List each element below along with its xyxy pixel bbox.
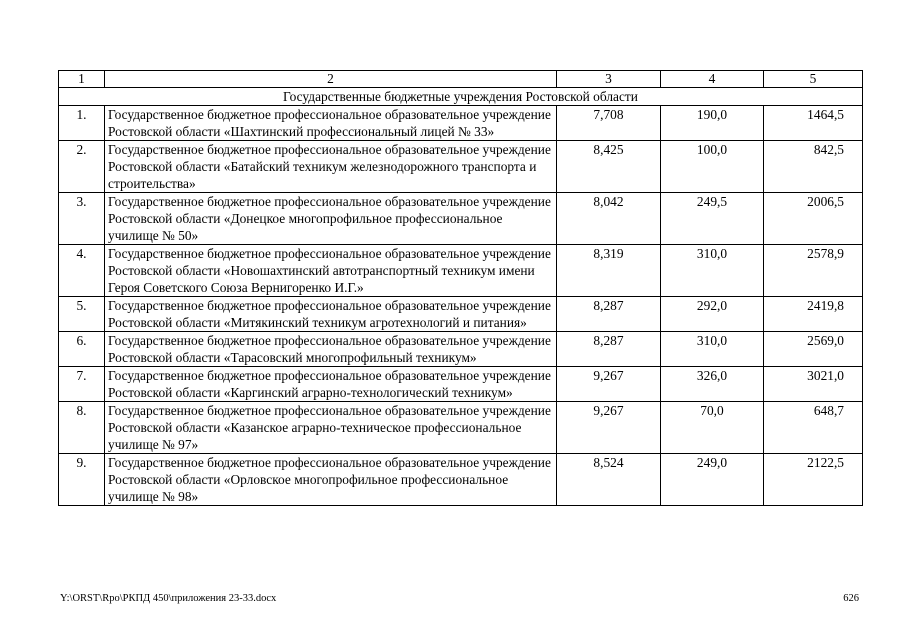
institution-name: Государственное бюджетное профессиональное образовательное учреждение Ростовской области «Шахтинский профессиональный лицей № 33»	[105, 106, 557, 141]
value-col-4: 190,0	[661, 106, 764, 141]
value-col-3: 8,319	[557, 245, 661, 297]
value-col-4: 310,0	[661, 245, 764, 297]
value-col-3: 9,267	[557, 367, 661, 402]
institution-name: Государственное бюджетное профессиональное образовательное учреждение Ростовской области «Каргинский аграрно-технологический техникум»	[105, 367, 557, 402]
value-col-3: 9,267	[557, 402, 661, 454]
value-col-3: 8,287	[557, 332, 661, 367]
header-cell-5: 5	[764, 71, 863, 88]
value-col-4: 310,0	[661, 332, 764, 367]
value-col-5: 2419,8	[764, 297, 863, 332]
header-cell-4: 4	[661, 71, 764, 88]
value-col-4: 249,5	[661, 193, 764, 245]
row-number: 2.	[59, 141, 105, 193]
footer-file-path: Y:\ORST\Rpo\РКПД 450\приложения 23-33.docx	[60, 593, 277, 604]
value-col-5: 3021,0	[764, 367, 863, 402]
institution-name: Государственное бюджетное профессиональное образовательное учреждение Ростовской области «Митякинский техникум агротехнологий и питания»	[105, 297, 557, 332]
table-row	[59, 141, 863, 193]
value-col-5: 648,7	[764, 402, 863, 454]
table-row	[59, 297, 863, 332]
institution-name: Государственное бюджетное профессиональное образовательное учреждение Ростовской области «Батайский техникум железнодорожного транспорта и строительства»	[105, 141, 557, 193]
value-col-3: 8,287	[557, 297, 661, 332]
row-number: 5.	[59, 297, 105, 332]
table-row	[59, 454, 863, 506]
value-col-3: 7,708	[557, 106, 661, 141]
institution-name: Государственное бюджетное профессиональное образовательное учреждение Ростовской области «Донецкое многопрофильное профессиональное училище № 50»	[105, 193, 557, 245]
institution-name: Государственное бюджетное профессиональное образовательное учреждение Ростовской области «Казанское аграрно-техническое профессиональное училище № 97»	[105, 402, 557, 454]
table-row	[59, 193, 863, 245]
value-col-5: 842,5	[764, 141, 863, 193]
value-col-5: 2006,5	[764, 193, 863, 245]
section-title: Государственные бюджетные учреждения Ростовской области	[59, 88, 863, 106]
section-row	[59, 88, 863, 106]
value-col-3: 8,042	[557, 193, 661, 245]
value-col-5: 2569,0	[764, 332, 863, 367]
value-col-3: 8,524	[557, 454, 661, 506]
header-row	[59, 71, 863, 88]
value-col-4: 326,0	[661, 367, 764, 402]
row-number: 4.	[59, 245, 105, 297]
institution-name: Государственное бюджетное профессиональное образовательное учреждение Ростовской области «Орловское многопрофильное профессиональное училище № 98»	[105, 454, 557, 506]
table-row	[59, 245, 863, 297]
institution-name: Государственное бюджетное профессиональное образовательное учреждение Ростовской области «Тарасовский многопрофильный техникум»	[105, 332, 557, 367]
header-cell-2: 2	[105, 71, 557, 88]
value-col-5: 2122,5	[764, 454, 863, 506]
footer-page-number: 626	[843, 593, 859, 604]
value-col-3: 8,425	[557, 141, 661, 193]
institution-name: Государственное бюджетное профессиональное образовательное учреждение Ростовской области «Новошахтинский автотранспортный техникум имени Героя Советского Союза Вернигоренко И.Г.»	[105, 245, 557, 297]
table-row	[59, 332, 863, 367]
value-col-4: 70,0	[661, 402, 764, 454]
table-row	[59, 367, 863, 402]
header-cell-1: 1	[59, 71, 105, 88]
table-row	[59, 402, 863, 454]
value-col-5: 2578,9	[764, 245, 863, 297]
row-number: 8.	[59, 402, 105, 454]
row-number: 7.	[59, 367, 105, 402]
value-col-4: 249,0	[661, 454, 764, 506]
row-number: 3.	[59, 193, 105, 245]
row-number: 9.	[59, 454, 105, 506]
value-col-4: 292,0	[661, 297, 764, 332]
data-table	[58, 70, 863, 506]
value-col-5: 1464,5	[764, 106, 863, 141]
header-cell-3: 3	[557, 71, 661, 88]
row-number: 1.	[59, 106, 105, 141]
row-number: 6.	[59, 332, 105, 367]
table-row	[59, 106, 863, 141]
value-col-4: 100,0	[661, 141, 764, 193]
